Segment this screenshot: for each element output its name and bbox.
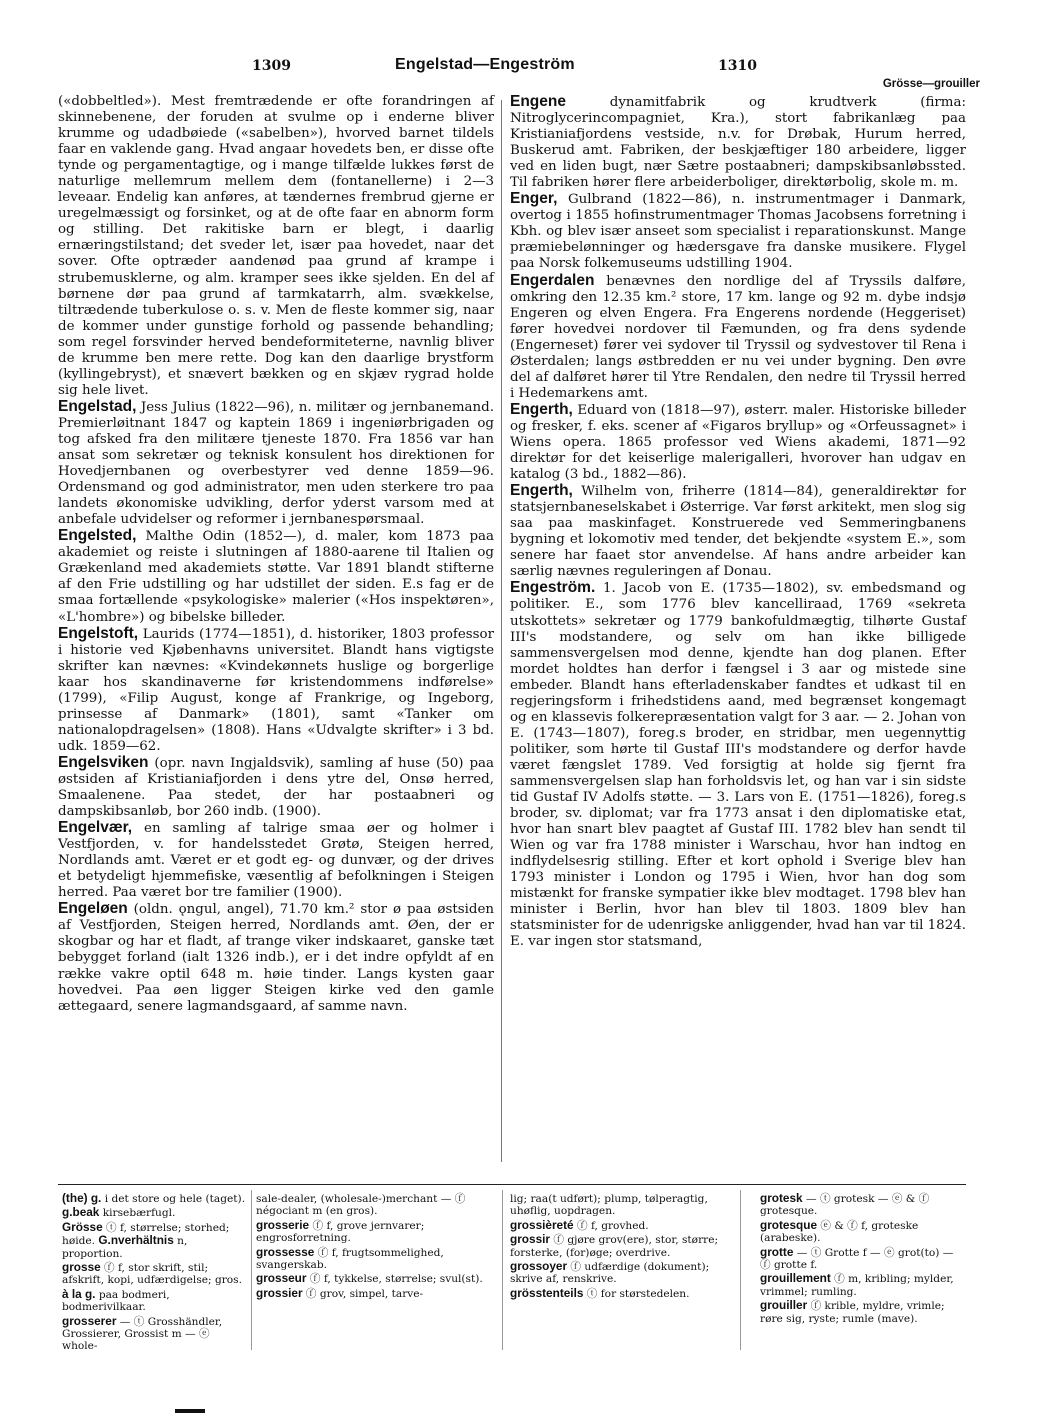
glossary-item [760,1299,966,1325]
page-number-right: 1310 [718,58,757,74]
page-number-left: 1309 [252,58,291,74]
entry-text: Gulbrand (1822—86), n. instrumentmager i Danmark, overtog i 1855 hofinstrumentmager Thomas Jacobsens forretning i Kbh. og blev især anseet som specialist i reparationskunst. Mange præmiebelønninger og hædersgave fra danske musikere. Flygel paa Norsk folkemuseums udstilling 1904. [510,192,966,272]
entry-engene [510,94,966,191]
glossary-text: ⓕ f, frugtsommelighed, svangerskab. [256,1246,444,1272]
glossary-item [760,1272,966,1298]
entry-text: (oldn. ǫngul, angel), 71.70 km.² stor ø paa østsiden af Vestfjorden, Steigen herred, Nordlands amt. Øen, der er skogbar og har et fladt, af trange viker indskaaret, ganske tæt bebygget forland (ialt 1326 indb.), er i det indre opfyldt af en række vakre optil 648 m. høie tinder. Langs kysten gaar hovedvei. Paa øen ligger Steigen kirke ved den gamle ættegaard, senere lagmandsgaard, af samme navn. [58,902,494,1014]
glossary-item [256,1219,486,1245]
entry-text: dynamitfabrik og krudtverk (firma: Nitroglycerincompagniet, Kra.), stort fabrikanlæg paa Kristianiafjordens vestside, n.v. for Drøbak, Hurum herred, Buskerud amt. Fabriken, der beskjæftiger 180 arbeidere, ligger ved en liden bugt, nær Sætre postaabneri; dampskibsanløbssted. Til fabriken hører flere arbeiderboliger, direktørbolig, skole m. m. [510,95,966,191]
headword: Engerth, [510,400,573,418]
glossary-item [510,1192,726,1218]
entry-text: Eduard von (1818—97), østerr. maler. Historiske billeder og fresker, f. eks. scener af «Figaros bryllup» og «Orfeussagnet» i Wiens opera. 1865 professor ved Wiens akademi, 1871—92 direktør for det keiserlige malerigalleri, hvorover han udgav en katalog (3 bd., 1882—86). [510,402,966,483]
glossary-text: n, proportion. [62,1235,188,1260]
glossary-headword: grosse [62,1260,101,1275]
headword: Engeström. [510,579,596,597]
glossary-item [760,1219,966,1245]
guide-words: Grösse—grouiller [882,78,980,90]
headword: Engerth, [510,482,573,500]
glossary-column-1 [62,1192,246,1354]
glossary-item [62,1192,246,1205]
column-divider [501,100,502,1162]
glossary-text: ⓕ udfærdige (dokument); skrive af, renskrive. [510,1261,710,1286]
glossary-item [256,1246,486,1272]
glossary-headword: grossoyer [510,1259,568,1274]
glossary-headword: Grösse [62,1219,103,1234]
headword: Engelsviken [58,753,149,771]
glossary-text: kirsebærfugl. [99,1207,176,1220]
glossary-item [256,1192,486,1218]
headword: Enger, [510,190,558,208]
glossary-text: ⓣ for størstedelen. [583,1287,690,1300]
glossary-item [62,1261,246,1287]
glossary-text: ⓕ f, tykkelse, størrelse; svul(st). [306,1273,483,1286]
glossary-item [256,1287,486,1300]
headword: Engelstoft, [58,624,139,642]
glossary-text: i det store og hele (taget). [101,1193,246,1205]
glossary-headword: grosseur [256,1271,307,1286]
glossary-text: — ⓣ Grosshändler, Grossierer, Grossist m — ⓔ whole- [62,1315,223,1353]
glossary-item [62,1288,246,1314]
glossary-headword: grotesk [760,1191,803,1205]
glossary-text: ⓕ krible, myldre, vrimle; røre sig, ryste; rumle (mave). [760,1300,945,1325]
headword: Engelvær, [58,819,133,837]
glossary-item [760,1192,966,1218]
glossary-text: paa bodmeri, bodmerivilkaar. [62,1288,170,1314]
glossary-item [760,1246,966,1272]
entry-text: 1. Jacob von E. (1735—1802), sv. embedsmand og politiker. E., som 1776 blev kancelliraad, 1769 «sekreta utskottets» sekretær og 1779 bankofuldmægtig, tilhørte Gustaf III's modstandere, og selv om han ikke billigede sammensvergelsen mod denne, kjendte han dog planen. Efter mordet holdtes han derfor i fængsel i 3 aar og mistede sine embeder. Blandt hans efterladenskaber fandtes et udkast til en regjeringsform i frihedstidens aand, med begrænset kongemagt og en klassevis folkerepræsentation valgt for 3 aar. — 2. Johan von E. (1743—1807), foreg.s broder, en stridbar, men uegennyttig politiker, som hørte til Gustaf III's modstandere og derfor havde været fængslet 1789. Ved forsigtig at holde sig fjernt fra sammensvergelsen slap han forholdsvis let, og han var i sin sidste tid Gustaf IV Adolfs støtte. — 3. Lars von E. (1751—1826), foreg.s broder, sv. diplomat; var fra 1773 ansat i den diplomatiske etat, hvor han snart blev paagtet af Gustaf III. 1782 blev han sendt til Wien og var fra 1788 minister i Warschau, hvor han indtog en indflydelsesrig stilling. Efter et kort ophold i Sverige blev han 1793 minister i London og 1795 i Wien, hvor han dog som mistænkt for franske sympatier ikke blev modtaget. 1798 blev han minister i Berlin, hvor han blev til 1803. 1809 blev han statsminister for de udenrigske anliggender, hvad han var til 1824. E. var ingen stor statsmand, [510,581,966,950]
entry-text: Malthe Odin (1852—), d. maler, kom 1873 paa akademiet og reiste i slutningen af 1880-aarene til Italien og Grækenland med akademiets støtte. Var 1891 blandt stifterne af den Frie udstilling og har udstillet der siden. E.s fag er de smaa fortællende «psykologiske» malerier («Hos inspektøren», «L'hombre») og bibelske billeder. [58,529,494,625]
headword: Engene [510,93,566,110]
glossary-text: ⓕ m, kribling; mylder, vrimmel; rumling. [760,1273,954,1298]
glossary-item [256,1272,486,1285]
print-mark [175,1409,205,1413]
glossary-item [510,1260,726,1286]
glossary-separator [251,1190,252,1350]
entry-text: Wilhelm von, friherre (1814—84), generaldirektør for statsjernbaneselskabet i Østerrige. Var først arkitekt, men slog sig saa paa maskinfaget. Konstruerede ved Semmeringbanens bygning et lokomotiv med tender, det bekjendte «system E.», som senere har faaet stor anvendelse. Af hans andre arbeider kan særlig nævnes reguleringen af Donau. [510,484,966,580]
glossary-headword: grotesque [760,1217,818,1232]
glossary-text: ⓕ gjøre grov(ere), stor, større; forsterke, (for)øge; overdrive. [510,1234,719,1259]
glossary-item [62,1221,246,1260]
glossary-headword: grotte [760,1244,794,1259]
glossary-separator [502,1190,503,1350]
glossary-item [62,1206,246,1219]
glossary-text: ⓕ f, grove jernvarer; engrosforretning. [256,1219,425,1245]
entry-engelvaer [58,820,494,901]
entry-engelsted [58,528,494,625]
entry-engestrom [510,580,966,950]
headword: Engerdalen [510,271,595,289]
glossary-text: ⓣ f, størrelse; storhed; høide. [62,1221,230,1248]
glossary-headword: grosserie [256,1217,310,1232]
glossary-text: sale-dealer, (wholesale-)merchant — ⓕ négociant m (en gros). [256,1193,466,1218]
headword: Engelstad, [58,397,137,415]
glossary-item [62,1315,246,1353]
glossary-text: — ⓣ Grotte f — ⓔ grot(to) — ⓕ grotte f. [760,1246,954,1272]
headword: Engeløen [58,900,128,918]
glossary-headword: grossir [510,1232,550,1247]
glossary-headword: grosserer [62,1313,117,1328]
glossary-headword: grossièreté [510,1217,574,1232]
glossary-headword: g.beak [62,1205,100,1220]
running-title: Engelstad—Engeström [395,56,575,73]
entry-enger [510,191,966,272]
glossary-headword: grösstenteils [510,1285,584,1300]
glossary-headword: grouiller [760,1298,808,1313]
glossary-text: ⓕ f, stor skrift, stil; afskrift, kopi, udfærdigelse; gros. [62,1262,242,1287]
entry-text: en samling af talrige smaa øer og holmer i Vestfjorden, v. for handelsstedet Grøtø, Steigen herred, Nordlands amt. Været er et godt eg- og dunvær, og der drives et betydeligt hjemmefiske, væsentlig af befolkningen i Steigen herred. Paa været bor tre familier (1900). [58,821,494,901]
entry-text: (opr. navn Ingjaldsvik), samling af huse (50) paa østsiden af Kristianiafjorden i dens ytre del, Onsø herred, Smaalenene. Paa stedet, der har postaabneri og dampskibsanløb, bor 260 indb. (1900). [58,755,494,820]
glossary-headword: G.nverhältnis [98,1233,174,1248]
glossary-text: ⓔ & ⓕ f, groteske (arabeske). [760,1219,919,1245]
glossary-column-2 [256,1192,486,1301]
right-column [510,94,966,950]
entry-text: Jess Julius (1822—96), n. militær og jernbanemand. Premierløitnant 1847 og kaptein 1869 i ingeniørbrigaden og tog afsked fra den militære tjeneste 1870. Fra 1856 var han ansat som sekretær og teknisk konsulent hos direktionen for Hovedjernbanen og overbestyrer ved denne 1859—96. Ordensmand og god administrator, men uden sterkere tro paa landets økonomiske udvikling, derfor yderst varsom med at anbefale udvidelser og reformer i jernbanespørsmaal. [58,399,494,528]
glossary-headword: grossesse [256,1244,315,1259]
glossary-text: ⓕ grov, simpel, tarve- [302,1287,424,1300]
glossary-text: — ⓣ grotesk — ⓔ & ⓕ grotesque. [760,1193,930,1218]
glossary-separator [740,1190,741,1350]
glossary-item [510,1287,726,1300]
headword: Engelsted, [58,527,137,545]
entry-text: benævnes den nordlige del af Tryssils dalføre, omkring den 12.35 km.² store, 17 km. lange og 92 m. dybe indsjø Engeren og elven Engera. Fra Engerens nordende (Heggeriset) fører hovedvei nordover til Fæmunden, og fra dens sydende (Engerneset) fører vei sydover til Tryssil og sydvestover til Rena i Østerdalen; langs østbredden er nu vei under bygning. Den øvre del af dalføret hører til Ytre Rendalen, den nedre til Tryssil herred i Hedemarkens amt. [510,273,966,401]
glossary-headword: grossier [256,1285,303,1300]
entry-engelsviken [58,755,494,820]
footer-rule [58,1184,966,1185]
left-column [58,94,494,1015]
glossary-column-4 [760,1192,966,1326]
glossary-text: ⓕ f, grovhed. [573,1219,649,1232]
continued-paragraph: («dobbeltled»). Mest fremtrædende er ofte forandringen af skinnebenene, der foruden at svulme op i enderne bliver krumme og udadbøiede («sabelben»), hvorved barnet tildels faar en vaklende gang. Hvad angaar hovedets ben, er disse ofte tynde og pergamentagtige, og i mange tilfælde lukkes først de naturlige mellemrum mellem dem (fontanellerne) i 2—3 leveaar. Endelig kan anføres, at tændernes frembrud gjerne er uregelmæssigt og forsinket, og at de ofte faar en abnorm form og stilling. Det rakitiske barn er blegt, i daarlig ernæringstilstand; det sveder let, især paa hovedet, naar det sover. Ofte optræder aandenød paa grund af krampe i strubemusklerne, og alm. kramper sees ikke sjelden. En del af børnene dør paa grund af tarmkatarrh, alm. svækkelse, tiltrædende tuberkulose o. s. v. Men de fleste kommer sig, naar de kommer under gunstige forhold og passende behandling; som regel forsvinder herved bendeformiteterne, navnlig bliver de krumme ben mere rette. Dog kan den daarlige brystform (kyllingebryst), et snævert bækken og en skjæv rygrad holde sig hele livet. [58,94,494,398]
entry-engelstoft [58,626,494,755]
entry-engeloen [58,901,494,1014]
entry-engerdalen [510,273,966,402]
glossary-column-3 [510,1192,726,1301]
glossary-text: lig; raa(t udført); plump, tølperagtig, uhøflig, uopdragen. [510,1193,708,1218]
entry-engerth-wilhelm [510,483,966,580]
glossary-item [510,1233,726,1259]
entry-engerth-eduard [510,402,966,483]
glossary-headword: (the) g. [62,1191,102,1205]
entry-text: Laurids (1774—1851), d. historiker, 1803 professor i historie ved Kjøbenhavns universitet. Blandt hans vigtigste skrifter kan nævnes: «Kvindekønnets huslige og borgerlige kaar hos skandinaverne før kristendommens indførelse» (1799), «Filip August, konge af Frankrige, og Ingeborg, prinsesse af Danmark» (1801), samt «Tanker om nationalopdragelsen» (1808). Hans «Udvalgte skrifter» i 3 bd. udk. 1859—62. [58,626,494,754]
entry-engelstad [58,399,494,528]
glossary-item [510,1219,726,1232]
glossary-headword: à la g. [62,1286,96,1301]
glossary-headword: grouillement [760,1271,831,1286]
